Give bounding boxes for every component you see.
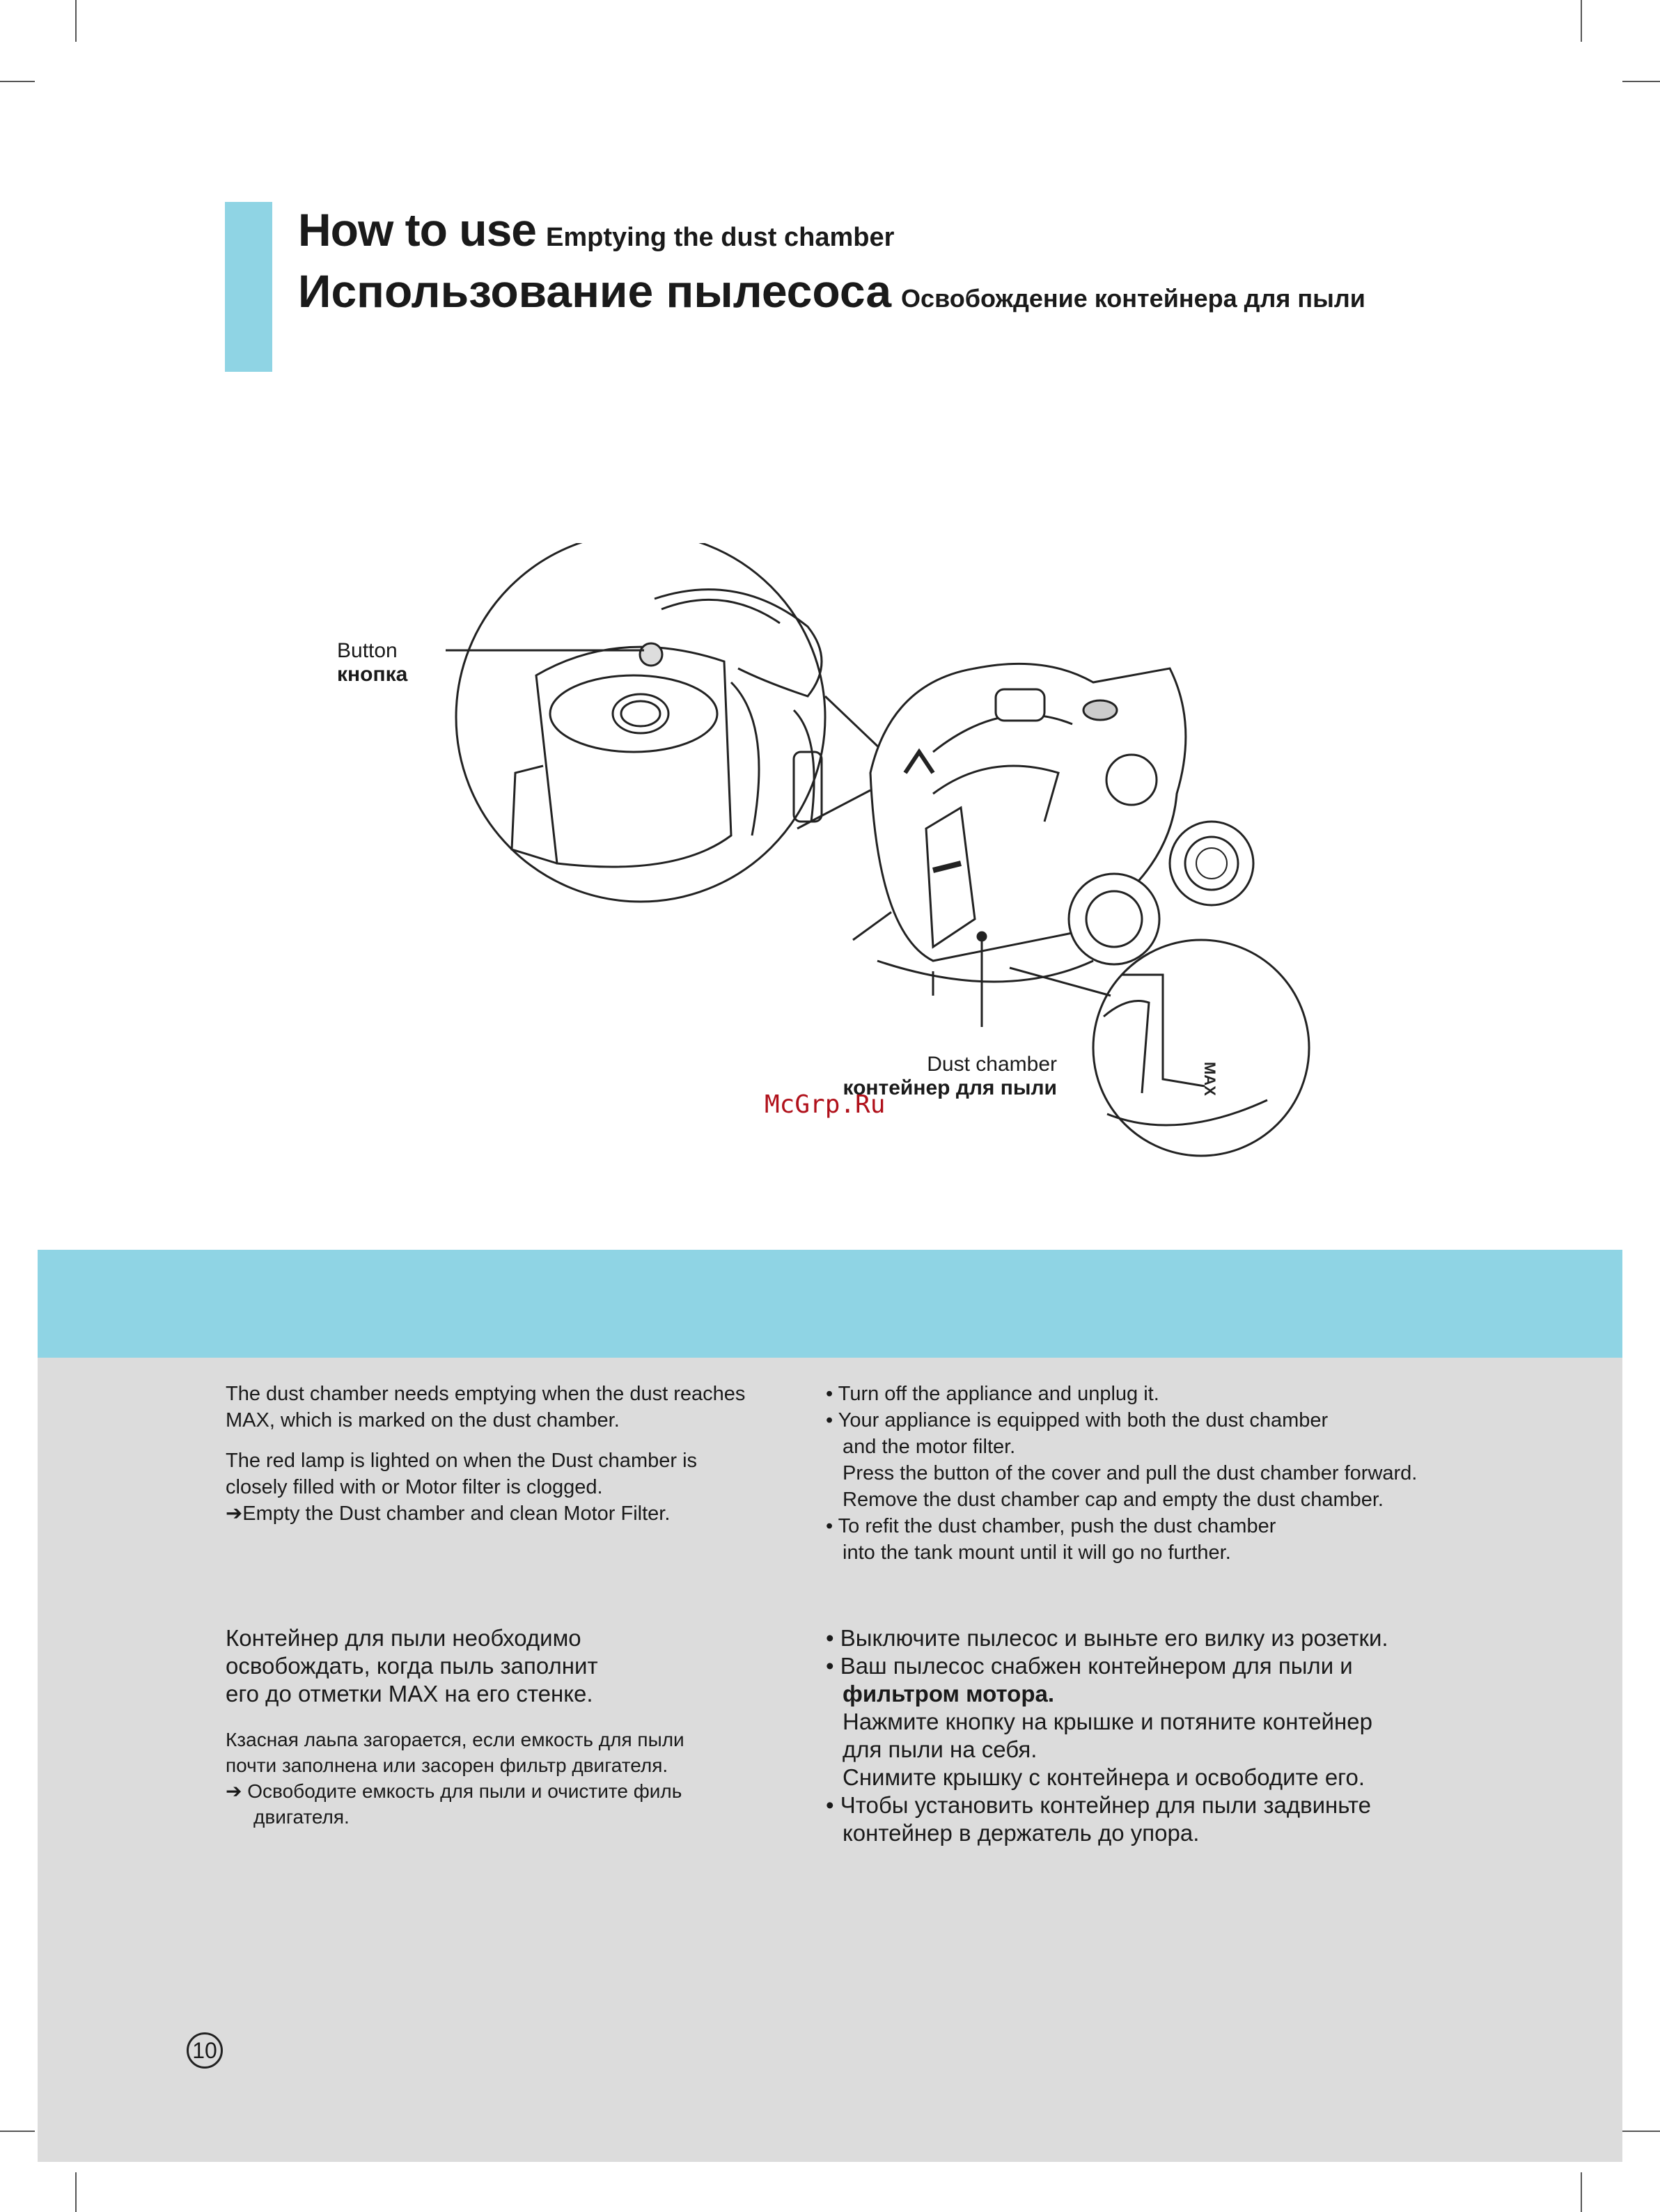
dust-label-ru: контейнер для пыли: [843, 1076, 1057, 1099]
bullet-line: • Чтобы установить контейнер для пыли задвиньте: [826, 1792, 1371, 1818]
zoom-circle-max: [1093, 940, 1309, 1156]
text-ru-right: [826, 1624, 1388, 1847]
text-en-right: [826, 1381, 1417, 1566]
text-line: Контейнер для пыли необходимо: [226, 1625, 581, 1651]
text-line: для пыли на себя.: [843, 1736, 1038, 1762]
text-line: Press the button of the cover and pull the dust chamber forward.: [843, 1462, 1418, 1484]
button-label-en: Button: [337, 639, 398, 662]
text-line: контейнер в держатель до упора.: [843, 1820, 1200, 1846]
crop-mark: [1622, 81, 1660, 82]
text-line: освобождать, когда пыль заполнит: [226, 1653, 598, 1679]
bullet-line: • Выключите пылесос и выньте его вилку из розетки.: [826, 1625, 1388, 1651]
text-line: closely filled with or Motor filter is clogged.: [226, 1476, 603, 1498]
title-ru-sub: Освобождение контейнера для пыли: [901, 284, 1365, 313]
bullet-line: • Turn off the appliance and unplug it.: [826, 1383, 1159, 1405]
title-ru-main: Использование пылесоса: [298, 265, 892, 317]
page-title-ru: [298, 265, 1365, 317]
title-en-sub: Emptying the dust chamber: [546, 223, 895, 252]
crop-mark: [75, 0, 77, 42]
title-en-main: How to use: [298, 204, 537, 256]
text-line: его до отметки MAX на его стенке.: [226, 1681, 593, 1707]
text-line: ➔ Освободите емкость для пыли и очистите филь: [226, 1780, 682, 1802]
crop-mark: [0, 2131, 35, 2132]
title-accent-bar: [225, 202, 272, 372]
page-title-en: [298, 203, 894, 256]
crop-mark: [1622, 2131, 1660, 2132]
bullet-line: • To refit the dust chamber, push the dust chamber: [826, 1515, 1276, 1537]
accent-band: [38, 1250, 1622, 1358]
page-number: 10: [187, 2032, 223, 2069]
text-line: Нажмите кнопку на крышке и потяните контейнер: [843, 1709, 1372, 1734]
max-mark: MAX: [1201, 1062, 1219, 1096]
text-line: and the motor filter.: [843, 1436, 1016, 1458]
text-line: Снимите крышку с контейнера и освободите его.: [843, 1764, 1365, 1790]
text-line: The dust chamber needs emptying when the dust reaches: [226, 1383, 746, 1405]
crop-mark: [1581, 0, 1582, 42]
button-label-ru: кнопка: [337, 663, 408, 686]
bullet-line: • Ваш пылесос снабжен контейнером для пыли и: [826, 1653, 1353, 1679]
text-line: into the tank mount until it will go no further.: [843, 1542, 1231, 1564]
text-line: ➔Empty the Dust chamber and clean Motor Filter.: [226, 1503, 671, 1525]
text-en-left: [226, 1381, 745, 1541]
paragraph: [226, 1448, 745, 1527]
paragraph: [226, 1624, 598, 1708]
text-line: Remove the dust chamber cap and empty the dust chamber.: [843, 1489, 1384, 1511]
text-line: почти заполнена или засорен фильтр двигателя.: [226, 1755, 668, 1776]
crop-mark: [75, 2172, 77, 2212]
watermark: McGrp.Ru: [765, 1090, 886, 1119]
text-ru-left-note: [226, 1727, 684, 1830]
text-line: The red lamp is lighted on when the Dust chamber is: [226, 1450, 698, 1472]
crop-mark: [1581, 2172, 1582, 2212]
paragraph: [226, 1381, 745, 1434]
text-ru-left: [226, 1624, 598, 1726]
text-line: MAX, which is marked on the dust chamber.: [226, 1409, 620, 1431]
button-label: [337, 639, 407, 687]
text-line: фильтром мотора.: [843, 1681, 1055, 1707]
bullet-line: • Your appliance is equipped with both the dust chamber: [826, 1409, 1329, 1431]
text-line: двигателя.: [253, 1806, 350, 1828]
dust-label-en: Dust chamber: [927, 1053, 1057, 1076]
crop-mark: [0, 81, 35, 82]
text-line: Кзасная лаьпа загорается, если емкость для пыли: [226, 1729, 684, 1750]
